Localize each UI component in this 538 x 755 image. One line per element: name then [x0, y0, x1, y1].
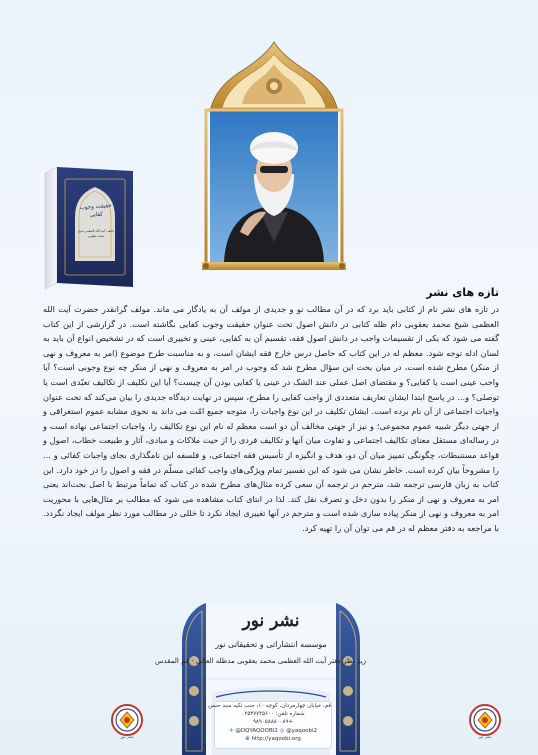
- publisher-website: [215, 735, 331, 743]
- publisher-badge-right: [462, 700, 508, 746]
- telegram-icon: ✈: [228, 727, 234, 734]
- publisher-name: نشر نور: [242, 611, 300, 631]
- globe-icon: ⊕: [245, 735, 250, 742]
- book-cover: [43, 165, 135, 291]
- publisher-address: قم، خیابان چهارمردان، کوچه ۱۰، جنب تکیه سید حسن: [208, 703, 331, 709]
- publisher-phone: شماره تلفن: ۰۲۵۳۷۷۴۵۶۰۰: [241, 711, 305, 718]
- author-portrait: [200, 40, 348, 272]
- social-handle[interactable]: @DQYAQOOBI2: [235, 727, 278, 734]
- badge-caption-left: نشر نور: [120, 734, 134, 739]
- website-link[interactable]: http://yaqoobi.org: [251, 735, 301, 742]
- instagram-icon: ◎: [279, 727, 285, 734]
- publisher-subtitle: موسسه انتشاراتی و تحقیقاتی نور: [215, 640, 327, 649]
- publisher-emblem: [154, 601, 366, 755]
- article-heading: تازه های نشر: [426, 286, 499, 299]
- publisher-badge-left: [104, 700, 150, 746]
- book-cover-art: [43, 165, 135, 291]
- book-author-line: تالیف: آیت الله العظمی شیخ محمد یعقوبی: [78, 229, 114, 238]
- new-publications-article: [43, 286, 499, 536]
- badge-caption-right: نشر نور: [478, 734, 492, 739]
- article-body: در تازه های نشر نام از کتابی باید برد که در آن مطالب نو و جدیدی از مولف آن به یادگار می ماند. مولف گرانقدر حضرت آیت الله العظمی شیخ محمد یعقوبی دام ظله کتابی در دانش اصول تحت عنوان حقیقت وجوب کفایی نگاشته است. در گزارشی از این کتاب گفته می شود که یکی از تقسیمات واجب در دانش اصول فقه، تقسیم آن به کفایی، عینی و تخییری است که در تشخیص انواع آن باید به لسان ادله توجه شود. معظم له در این کتاب که حاصل درس خارج فقه ایشان است، و به مناسبت طرح موضوع (امر به معروف و نهی از منکر) مطرح شده است، در میان بحث این سؤال مطرح شد که وجوب در امر به معروف و نهی از منکر چه نوع وجوبی است؟ آیا واجب عینی است یا کفایی؟ و مقتضای اصل عملی عند الشک در عینی یا کفایی بودن آن چیست؟ آیا این تکلیف از تکالیف تعبّدی است یا توصلی؟ و... در پاسخ ابتدا ایشان تعاریف متعددی از واجب کفایی را مطرح، سپس در نهایت دیدگاه جدیدی را بیان می‌کند که تحت عنوان واجبات اجتماعی از آن نام برده است. ایشان تکلیف در این نوع واجبات را، متوجه جمیع امّت می داند به نحوی مشابه عموم استغراقی و از جهتی دیگر شبیه عموم مجموعی؛ و نیز از جهتی مخالف آن دو است معظم له نام این نوع تکالیف را، واجبات اجتماعی نهاده است و در رساله‌ای مستقل معنای تکالیف اجتماعی و تفاوت میان آنها و تکالیف فردی را از حیث ملاکات و مبادی، آثار و طبیعت خطاب، اصول و قواعد مستنبطات، چگونگی تمییز میان آن دو، هدف و انگیزه از تأسیس فقه اجتماعی، و فلسفه این نامگذاری بجای واجبات کفائی و ... را مشروحاً بیان کرده است. خاطر نشان می شود که این تفسیر تمام ویژگی‌های واجب کفائی مسلّم در فقه و اصول را در خود دارد. این کتاب به زبان فارسی ترجمه شد، مترجم در ترجمه آن سعی کرده مثال‌های مطرح شده در کتاب که تماماً مرتبط با اصل بحث‌اند یعنی امر به معروف و نهی از منکر را بدون دخل و تصرف نقل کند. لذا در انتای کتاب مشاهده می شود که مطالب بر مثال‌هایی با محوریت امر به معروف و نهی از منکر پیاده سازی شده است و مترجم در آنها تغییری ایجاد نکرد تا خللی در مطالب مورد نظر مولف ایجاد نگردد. با مراجعه به دفتر معظم له در قم می توان آن را تهیه کرد.: [43, 304, 499, 533]
- publisher-phone-2: +۹۸۹۰۵۸۸۸۰۰۸۹: [252, 719, 294, 726]
- portrait-photo: [210, 112, 338, 262]
- contact-box: [208, 701, 332, 749]
- publisher-social: [215, 727, 331, 735]
- cleric-figure: [210, 112, 338, 262]
- publisher-subtitle-2: زیر نظر دفتر آیت الله العظمی محمد یعقوبی مدظله العالی - قم المقدس: [154, 657, 366, 665]
- publisher-logo-icon: [104, 700, 150, 746]
- publisher-logo-icon: [462, 700, 508, 746]
- book-title: حقیقت وجوب کفایی: [79, 202, 112, 219]
- social-handle-2[interactable]: @yaqoobi2: [286, 727, 318, 734]
